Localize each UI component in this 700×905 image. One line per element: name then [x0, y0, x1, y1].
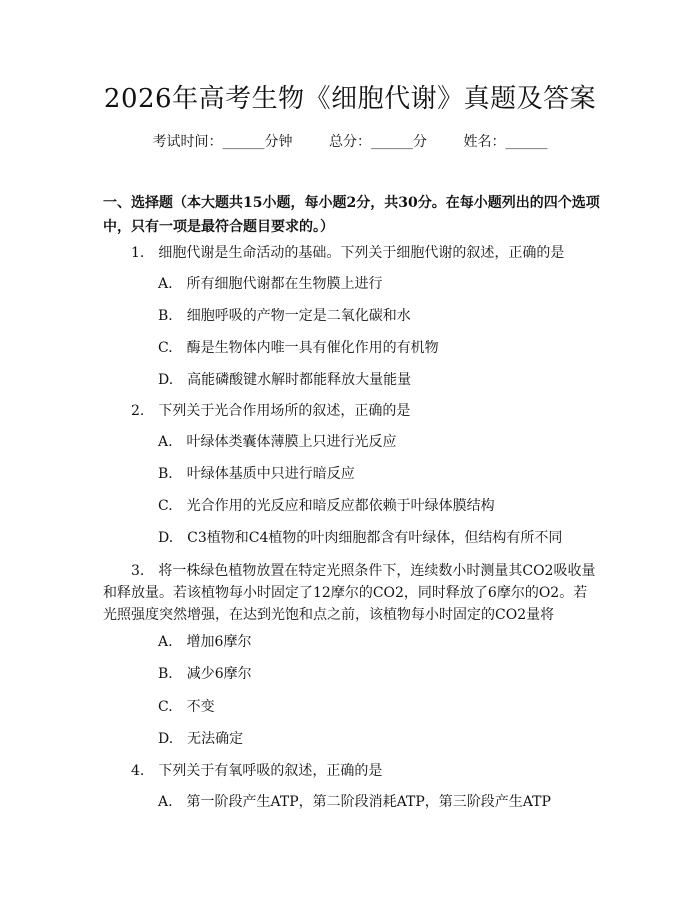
page-title: 2026年高考生物《细胞代谢》真题及答案: [103, 84, 597, 114]
question-stem: 4. 下列关于有氧呼吸的叙述，正确的是: [131, 763, 383, 779]
question-1: [103, 242, 599, 264]
option-d: D. 高能磷酸键水解时都能释放大量能量: [158, 372, 412, 388]
option-b: B. 叶绿体基质中只进行暗反应: [158, 466, 355, 482]
exam-time: 考试时间：______分钟: [152, 134, 293, 150]
question-4: [103, 760, 599, 782]
question-2: [103, 400, 599, 422]
exam-meta: [0, 131, 700, 151]
question-stem: 2. 下列关于光合作用场所的叙述，正确的是: [131, 403, 411, 419]
option-b: B. 减少6摩尔: [158, 666, 252, 682]
question-stem: 3. 将一株绿色植物放置在特定光照条件下，连续数小时测量其CO2吸收量和释放量。若该植物每小时固定了12摩尔的CO2，同时释放了6摩尔的O2。若光照强度突然增强，在达到光饱和点之前，该植物每小时固定的CO2量将: [103, 563, 596, 623]
question-3: [103, 560, 599, 626]
option-a: A. 增加6摩尔: [158, 634, 252, 650]
option-c: C. 光合作用的光反应和暗反应都依赖于叶绿体膜结构: [158, 498, 495, 514]
option-a: A. 叶绿体类囊体薄膜上只进行光反应: [158, 434, 397, 450]
section-heading: 一、选择题（本大题共15小题，每小题2分，共30分。在每小题列出的四个选项中，只有一项是最符合题目要求的。）: [103, 195, 600, 235]
option-c: C. 不变: [158, 699, 215, 715]
option-a: A. 所有细胞代谢都在生物膜上进行: [158, 276, 383, 292]
option-a: A. 第一阶段产生ATP，第二阶段消耗ATP，第三阶段产生ATP: [158, 794, 551, 810]
question-stem: 1. 细胞代谢是生命活动的基础。下列关于细胞代谢的叙述，正确的是: [131, 245, 565, 261]
option-c: C. 酶是生物体内唯一具有催化作用的有机物: [158, 340, 439, 356]
option-d: D. C3植物和C4植物的叶肉细胞都含有叶绿体，但结构有所不同: [158, 530, 563, 546]
option-b: B. 细胞呼吸的产物一定是二氧化碳和水: [158, 308, 411, 324]
exam-score: 总分：______分: [329, 134, 427, 150]
student-name: 姓名：______: [463, 134, 548, 150]
option-d: D. 无法确定: [158, 731, 244, 747]
